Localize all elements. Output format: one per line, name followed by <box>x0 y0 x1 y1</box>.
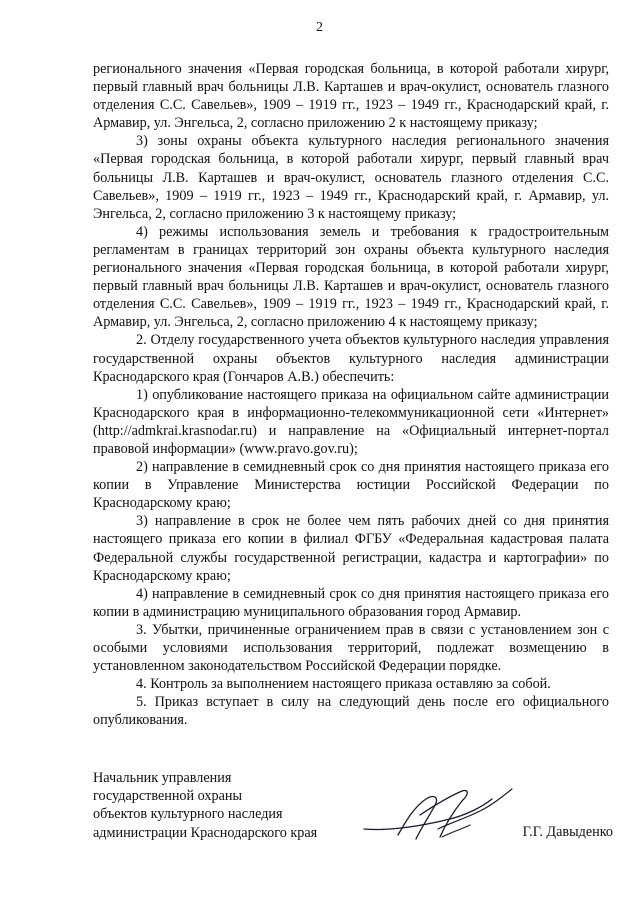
page-number: 2 <box>316 20 323 35</box>
paragraph-subitem-1: 1) опубликование настоящего приказа на официальном сайте администрации Краснодарского края в информационно-телекоммуникационной сети «Интернет» (http://admkrai.krasnodar.ru) и направление на «Официальный интернет-портал правовой информации» (www.pravo.gov.ru); <box>93 386 609 457</box>
signatory-title-line: Начальник управления <box>93 770 232 786</box>
paragraph-section-3: 3. Убытки, причиненные ограничением прав в связи с установлением зон с особыми условиями использования территорий, подлежат возмещению в установленном законодательством Российской Федерации порядке. <box>93 621 609 675</box>
handwritten-signature <box>358 785 518 845</box>
paragraph-section-5: 5. Приказ вступает в силу на следующий день после его официального опубликования. <box>93 694 609 729</box>
signature-block <box>93 769 613 849</box>
signatory-title-line: объектов культурного наследия <box>93 806 283 823</box>
paragraph-subitem-2: 2) направление в семидневный срок со дня принятия настоящего приказа его копии в Управление Министерства юстиции Российской Федерации по Краснодарскому краю; <box>93 459 609 512</box>
signatory-name: Г.Г. Давыденко <box>522 824 613 840</box>
paragraph-section-2: 2. Отделу государственного учета объектов культурного наследия управления государственной охраны объектов культурного наследия администрации Краснодарского края (Гончаров А.В.) обеспечить: <box>93 332 609 385</box>
paragraph-subitem-3: 3) направление в срок не более чем пять рабочих дней со дня принятия настоящего приказа его копии в филиал ФГБУ «Федеральная кадастровая палата Федеральной службы государственной регистрации, кадастра и картографии» по Краснодарскому краю; <box>93 513 609 584</box>
paragraph-section-4: 4. Контроль за выполнением настоящего приказа оставляю за собой. <box>136 676 551 693</box>
signatory-title-line: государственной охраны <box>93 788 243 805</box>
paragraph-item-4: 4) режимы использования земель и требования к градостроительным регламентам в границах территорий зон охраны объекта культурного наследия регионального значения «Первая городская больница, в которой работали хирург, первый главный врач больницы Л.В. Карташев и врач-окулист, основатель глазного отделения С.С. Савельев», 1909 – 1919 гг., 1923 – 1949 гг., Краснодарский край, г. Армавир, ул. Энгельса, 2, согласно приложению 4 к настоящему приказу; <box>93 223 609 331</box>
paragraph-subitem-4: 4) направление в семидневный срок со дня принятия настоящего приказа его копии в администрацию муниципального образования город Армавир. <box>93 585 609 620</box>
paragraph-item-3: 3) зоны охраны объекта культурного наследия регионального значения «Первая городская больница, в которой работали хирург, первый главный врач больницы Л.В. Карташев и врач-окулист, основатель глазного отделения С.С. Савельев», 1909 – 1919 гг., 1923 – 1949 гг., Краснодарский край, г. Армавир, ул. Энгельса, 2, согласно приложению 3 к настоящему приказу; <box>93 133 609 222</box>
document-body <box>93 60 609 729</box>
signatory-title <box>93 769 373 842</box>
paragraph-continuation: регионального значения «Первая городская больница, в которой работали хирург, первый главный врач больницы Л.В. Карташев и врач-окулист, основатель глазного отделения С.С. Савельев», 1909 – 1919 гг., 1923 – 1949 гг., Краснодарский край, г. Армавир, ул. Энгельса, 2, согласно приложению 2 к настоящему приказу; <box>93 61 609 132</box>
signatory-title-line: администрации Краснодарского края <box>93 824 318 841</box>
